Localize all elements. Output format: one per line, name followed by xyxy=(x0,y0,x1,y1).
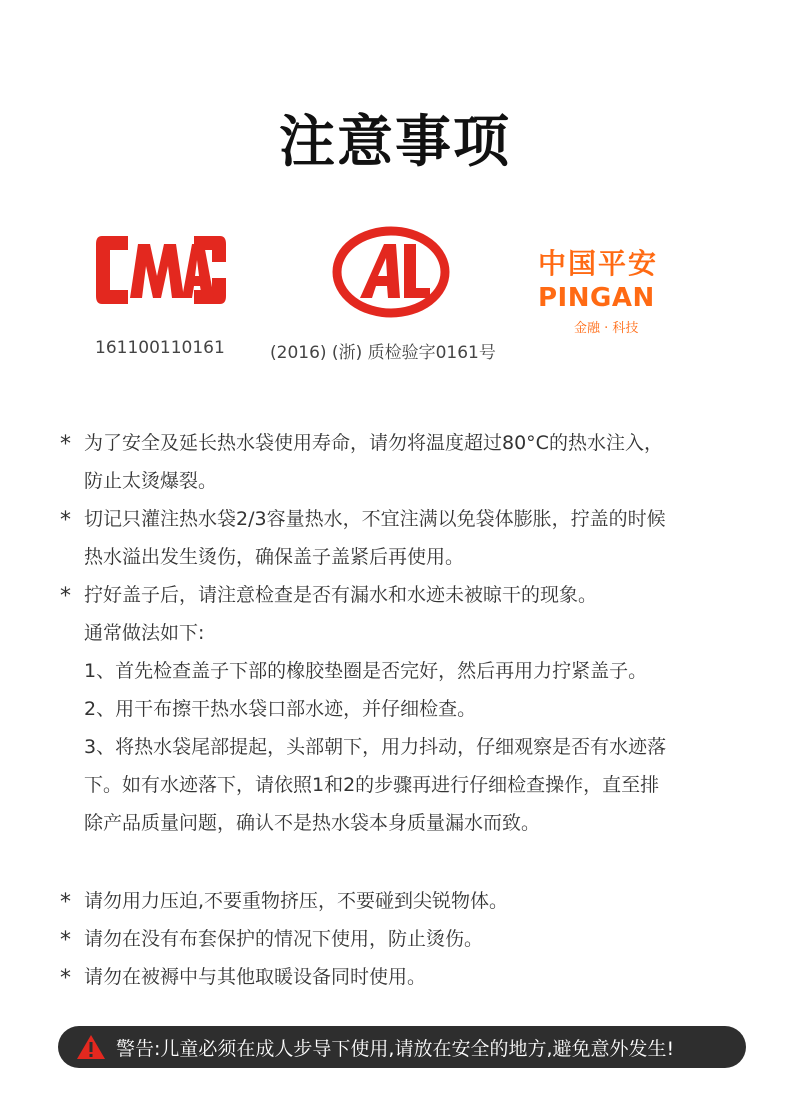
note-line: 热水溢出发生烫伤，确保盖子盖紧后再使用。 xyxy=(84,546,465,568)
bullet-star-icon: * xyxy=(60,584,71,609)
cma-logo xyxy=(94,232,228,308)
bullet-star-icon: * xyxy=(60,966,71,991)
bullet-star-icon: * xyxy=(60,928,71,953)
bullet-star-icon: * xyxy=(60,432,71,457)
note-line: 请勿在没有布套保护的情况下使用，防止烫伤。 xyxy=(84,928,484,950)
note-item xyxy=(60,958,740,996)
spacer xyxy=(60,842,740,882)
note-line: 通常做法如下: xyxy=(84,622,205,644)
note-line: 防止太烫爆裂。 xyxy=(84,470,218,492)
pingan-sub-text: 金融 · 科技 xyxy=(574,321,639,336)
note-item xyxy=(60,500,740,576)
cal-logo xyxy=(330,226,452,318)
note-item xyxy=(60,882,740,920)
note-item xyxy=(60,576,740,842)
note-line: 切记只灌注热水袋2/3容量热水，不宜注满以免袋体膨胀，拧盖的时候 xyxy=(84,508,666,530)
cal-caption: (2016) (浙) 质检验字0161号 xyxy=(270,343,496,363)
notes-list xyxy=(60,424,740,996)
pingan-en-text: PINGAN xyxy=(538,283,655,313)
pingan-cn-text: 中国平安 xyxy=(538,247,659,280)
note-line: 请勿在被褥中与其他取暖设备同时使用。 xyxy=(84,966,427,988)
note-line: 下。如有水迹落下，请依照1和2的步骤再进行仔细检查操作，直至排 xyxy=(84,774,660,796)
page-title: 注意事项 xyxy=(279,110,511,175)
note-line: 2、用干布擦干热水袋口部水迹，并仔细检查。 xyxy=(84,698,477,720)
note-line: 请勿用力压迫,不要重物挤压，不要碰到尖锐物体。 xyxy=(84,890,509,912)
note-line: 为了安全及延长热水袋使用寿命，请勿将温度超过80°C的热水注入， xyxy=(84,432,663,454)
pingan-logo xyxy=(538,248,688,338)
cma-caption: 161100110161 xyxy=(95,338,225,358)
note-line: 除产品质量问题，确认不是热水袋本身质量漏水而致。 xyxy=(84,812,541,834)
warning-text: 警告:儿童必须在成人步导下使用,请放在安全的地方,避免意外发生! xyxy=(116,1037,675,1060)
note-line: 拧好盖子后，请注意检查是否有漏水和水迹未被晾干的现象。 xyxy=(84,584,598,606)
warning-triangle-icon xyxy=(76,1033,106,1061)
note-item xyxy=(60,920,740,958)
bullet-star-icon: * xyxy=(60,890,71,915)
bullet-star-icon: * xyxy=(60,508,71,533)
warning-banner xyxy=(58,1026,746,1068)
note-item xyxy=(60,424,740,500)
note-line: 3、将热水袋尾部提起，头部朝下，用力抖动，仔细观察是否有水迹落 xyxy=(84,736,667,758)
note-line: 1、首先检查盖子下部的橡胶垫圈是否完好，然后再用力拧紧盖子。 xyxy=(84,660,648,682)
